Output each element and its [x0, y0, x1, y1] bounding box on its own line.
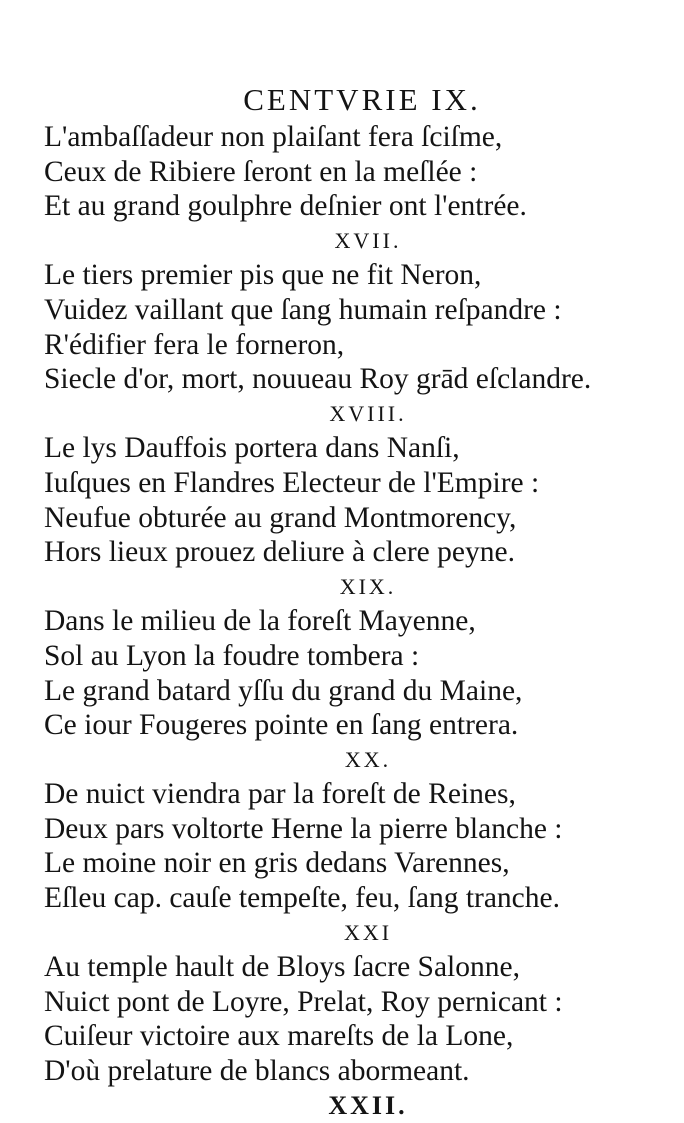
- verse-line: Au temple hault de Bloys ſacre Salonne,: [44, 951, 520, 984]
- quatrain-number: XX.: [344, 746, 392, 772]
- verse-line: Deux pars voltorte Herne la pierre blanche :: [44, 812, 563, 845]
- verse-line: Siecle d'or, mort, nouueau Roy grād eſclandre.: [44, 363, 592, 396]
- verse-line: Neufue obturée au grand Montmorency,: [44, 501, 517, 534]
- verse-line: Et au grand goulphre deſnier ont l'entrée.: [44, 190, 527, 223]
- verse-text: [44, 120, 664, 1123]
- verse-line: De nuict viendra par la foreſt de Reines,: [44, 778, 516, 811]
- verse-line: Le tiers premier pis que ne fit Neron,: [44, 259, 482, 292]
- quatrain-number: XXII.: [328, 1090, 408, 1120]
- verse-line: Cuiſeur victoire aux mareſts de la Lone,: [44, 1020, 514, 1053]
- quatrain-number: XVIII.: [329, 400, 407, 426]
- verse-line: Ceux de Ribiere ſeront en la meſlée :: [44, 155, 478, 188]
- verse-line: Iuſques en Flandres Electeur de l'Empire :: [44, 466, 540, 499]
- verse-line: Ce iour Fougeres pointe en ſang entrera.: [44, 709, 519, 742]
- verse-line: Le grand batard yſſu du grand du Maine,: [44, 674, 523, 707]
- verse-line: Le lys Dauffois portera dans Nanſi,: [44, 432, 460, 465]
- verse-line: Dans le milieu de la foreſt Mayenne,: [44, 605, 476, 638]
- quatrain-number: XIX.: [339, 573, 397, 599]
- verse-line: Nuict pont de Loyre, Prelat, Roy pernicant :: [44, 985, 563, 1018]
- verse-line: Sol au Lyon la foudre tombera :: [44, 639, 420, 672]
- verse-line: Vuidez vaillant que ſang humain reſpandre :: [44, 293, 562, 326]
- running-head: CENTVRIE IX.: [243, 82, 481, 117]
- quatrain-number: XVII.: [334, 227, 402, 253]
- verse-line: D'où prelature de blancs abormeant.: [44, 1055, 470, 1088]
- verse-line: L'ambaſſadeur non plaiſant fera ſciſme,: [44, 121, 503, 153]
- verse-line: Eſleu cap. cauſe tempeſte, feu, ſang tranche.: [44, 882, 560, 915]
- verse-line: Hors lieux prouez deliure à clere peyne.: [44, 536, 515, 569]
- verse-line: Le moine noir en gris dedans Varennes,: [44, 847, 510, 880]
- quatrain-number: XXI: [343, 919, 393, 945]
- verse-line: R'édifier fera le forneron,: [44, 328, 345, 361]
